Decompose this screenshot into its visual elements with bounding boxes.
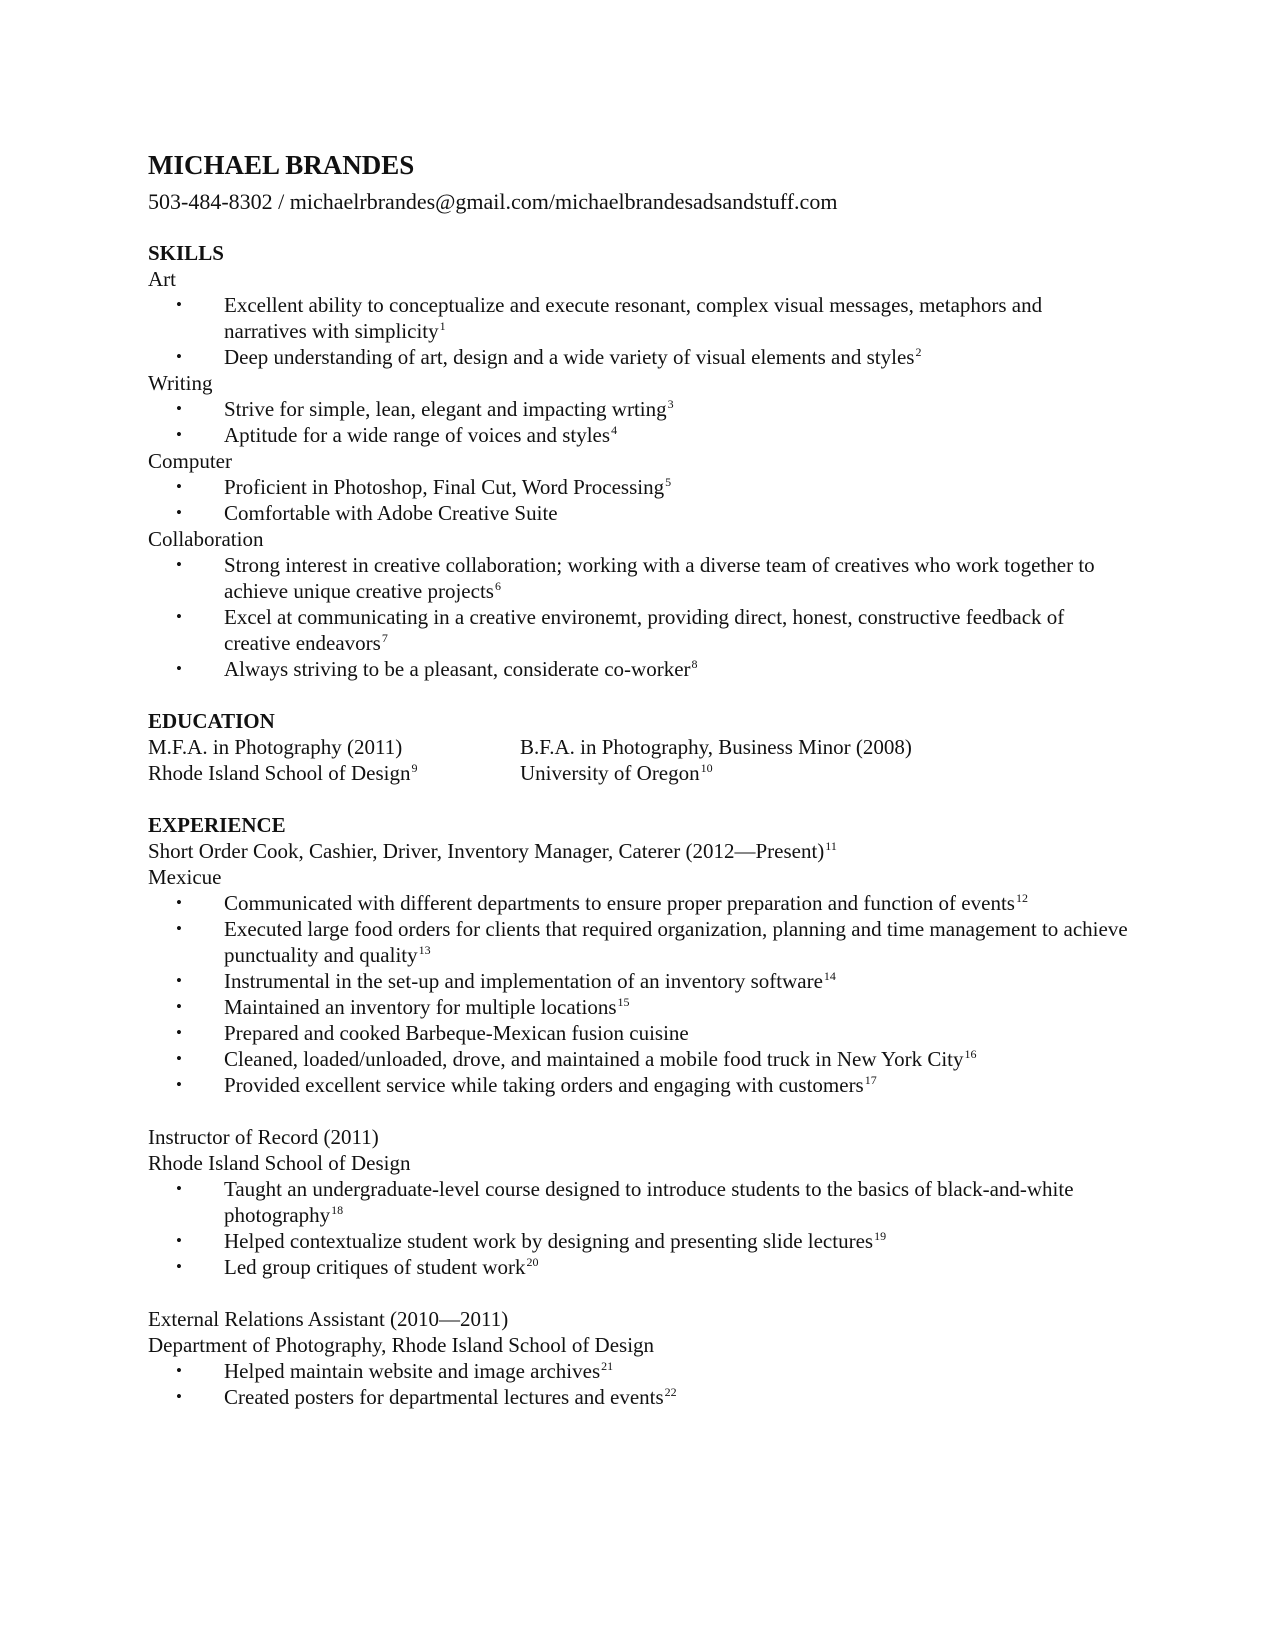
- footnote-marker: 17: [864, 1073, 877, 1087]
- bullet-text: Proficient in Photoshop, Final Cut, Word Processing: [224, 475, 665, 499]
- job-role: [148, 838, 1128, 864]
- skill-group-label: Computer: [148, 449, 232, 473]
- footnote-marker: 7: [381, 631, 388, 645]
- bullet-item: [148, 422, 1128, 448]
- education-degrees-row: [148, 734, 1128, 760]
- bullet-item: [148, 474, 1128, 500]
- resume-name: MICHAEL BRANDES: [148, 150, 415, 180]
- bullet-text: Provided excellent service while taking orders and engaging with customers: [224, 1073, 864, 1097]
- footnote-marker: 6: [494, 579, 501, 593]
- contact-line: 503-484-8302 / michaelrbrandes@gmail.com/michaelbrandesadsandstuff.com: [148, 189, 838, 214]
- bullet-text: Prepared and cooked Barbeque-Mexican fusion cuisine: [224, 1021, 689, 1045]
- bullet-text: Comfortable with Adobe Creative Suite: [224, 501, 558, 525]
- education-degree: B.F.A. in Photography, Business Minor (2008): [520, 735, 912, 759]
- job-role-text: External Relations Assistant (2010—2011): [148, 1307, 509, 1331]
- education-school: [520, 760, 713, 786]
- education-degree: M.F.A. in Photography (2011): [148, 735, 403, 759]
- bullet-item: [148, 890, 1128, 916]
- education-school: [148, 760, 520, 786]
- job-role-text: Short Order Cook, Cashier, Driver, Inventory Manager, Caterer (2012—Present): [148, 839, 825, 863]
- education-schools-row: [148, 760, 1128, 786]
- experience-section: [148, 812, 1128, 1410]
- bullet-list: [148, 890, 1128, 1098]
- footnote-marker: 21: [601, 1359, 614, 1373]
- footnote-marker: 4: [611, 423, 618, 437]
- bullet-item: [148, 656, 1128, 682]
- footnote-marker: 12: [1015, 891, 1028, 905]
- footnote-marker: 3: [667, 397, 674, 411]
- footnote-marker: 14: [823, 969, 836, 983]
- footnote-marker: 20: [526, 1255, 539, 1269]
- bullet-text: Aptitude for a wide range of voices and styles: [224, 423, 611, 447]
- bullet-text: Always striving to be a pleasant, considerate co-worker: [224, 657, 691, 681]
- job-organization: Mexicue: [148, 865, 222, 889]
- footnote-marker: 9: [411, 761, 418, 775]
- bullet-list: [148, 292, 1128, 370]
- skills-section: [148, 240, 1128, 682]
- bullet-item: [148, 1228, 1128, 1254]
- bullet-item: [148, 604, 1128, 656]
- bullet-item: [148, 500, 1128, 526]
- bullet-text: Instrumental in the set-up and implementation of an inventory software: [224, 969, 823, 993]
- footnote-marker: 8: [691, 657, 698, 671]
- skills-title: SKILLS: [148, 241, 224, 265]
- job-organization: Department of Photography, Rhode Island School of Design: [148, 1333, 655, 1357]
- bullet-item: [148, 1384, 1128, 1410]
- footnote-marker: 10: [700, 761, 713, 775]
- school-name: University of Oregon: [520, 761, 700, 785]
- job-role: [148, 1124, 1128, 1150]
- bullet-item: [148, 292, 1128, 344]
- footnote-marker: 18: [331, 1203, 344, 1217]
- footnote-marker: 11: [825, 839, 837, 853]
- bullet-item: [148, 1358, 1128, 1384]
- bullet-text: Helped contextualize student work by designing and presenting slide lectures: [224, 1229, 874, 1253]
- bullet-item: [148, 1046, 1128, 1072]
- footnote-marker: 15: [617, 995, 630, 1009]
- school-name: Rhode Island School of Design: [148, 761, 411, 785]
- bullet-item: [148, 1176, 1128, 1228]
- footnote-marker: 5: [665, 475, 672, 489]
- bullet-item: [148, 916, 1128, 968]
- job-block: [148, 1124, 1128, 1280]
- bullet-text: Strive for simple, lean, elegant and impacting wrting: [224, 397, 667, 421]
- footnote-marker: 1: [439, 319, 446, 333]
- education-title: EDUCATION: [148, 709, 275, 733]
- bullet-text: Executed large food orders for clients that required organization, planning and time management to achieve punctuality and quality: [224, 917, 1128, 967]
- skill-group-label: Writing: [148, 371, 213, 395]
- job-role-text: Instructor of Record (2011): [148, 1125, 379, 1149]
- job-organization: Rhode Island School of Design: [148, 1151, 411, 1175]
- bullet-item: [148, 1254, 1128, 1280]
- bullet-item: [148, 994, 1128, 1020]
- skill-group-label: Art: [148, 267, 176, 291]
- experience-title: EXPERIENCE: [148, 813, 286, 837]
- bullet-text: Led group critiques of student work: [224, 1255, 526, 1279]
- bullet-text: Helped maintain website and image archives: [224, 1359, 601, 1383]
- education-section: [148, 708, 1128, 786]
- bullet-text: Maintained an inventory for multiple locations: [224, 995, 617, 1019]
- job-role: [148, 1306, 1128, 1332]
- footnote-marker: 22: [664, 1385, 677, 1399]
- experience-jobs: [148, 838, 1128, 1410]
- job-gap: [148, 1098, 1128, 1124]
- bullet-text: Taught an undergraduate-level course designed to introduce students to the basics of black-and-white photography: [224, 1177, 1074, 1227]
- bullet-item: [148, 1020, 1128, 1046]
- bullet-text: Strong interest in creative collaboration; working with a diverse team of creatives who work together to achieve unique creative projects: [224, 553, 1095, 603]
- resume-content: [148, 148, 1128, 1410]
- bullet-item: [148, 396, 1128, 422]
- job-block: [148, 838, 1128, 1098]
- bullet-list: [148, 552, 1128, 682]
- bullet-text: Created posters for departmental lectures and events: [224, 1385, 664, 1409]
- footnote-marker: 19: [874, 1229, 887, 1243]
- footnote-marker: 13: [418, 943, 431, 957]
- bullet-item: [148, 968, 1128, 994]
- bullet-list: [148, 474, 1128, 526]
- bullet-list: [148, 1176, 1128, 1280]
- bullet-text: Excel at communicating in a creative environemt, providing direct, honest, constructive feedback of creative endeavors: [224, 605, 1065, 655]
- bullet-list: [148, 1358, 1128, 1410]
- bullet-item: [148, 1072, 1128, 1098]
- bullet-text: Cleaned, loaded/unloaded, drove, and maintained a mobile food truck in New York City: [224, 1047, 964, 1071]
- bullet-text: Excellent ability to conceptualize and execute resonant, complex visual messages, metaphors and narratives with simplicity: [224, 293, 1043, 343]
- job-gap: [148, 1280, 1128, 1306]
- footnote-marker: 16: [964, 1047, 977, 1061]
- bullet-item: [148, 552, 1128, 604]
- skill-group-label: Collaboration: [148, 527, 264, 551]
- skills-groups: [148, 266, 1128, 682]
- bullet-text: Deep understanding of art, design and a wide variety of visual elements and styles: [224, 345, 915, 369]
- bullet-list: [148, 396, 1128, 448]
- footnote-marker: 2: [915, 345, 922, 359]
- job-block: [148, 1306, 1128, 1410]
- bullet-item: [148, 344, 1128, 370]
- bullet-text: Communicated with different departments to ensure proper preparation and function of events: [224, 891, 1015, 915]
